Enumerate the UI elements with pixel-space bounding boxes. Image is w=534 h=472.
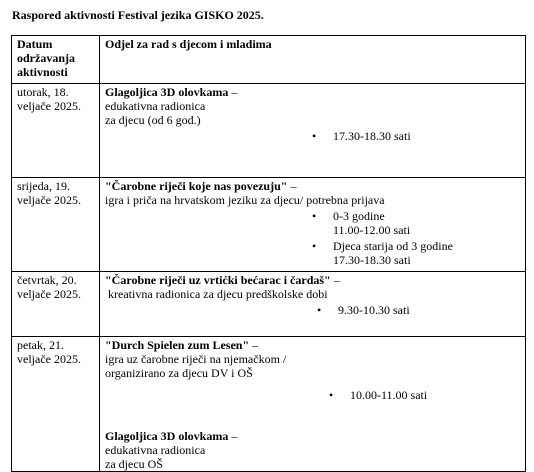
table-row <box>12 178 526 272</box>
time-list <box>329 388 521 402</box>
time-list <box>312 209 521 267</box>
time-item: • 0-3 godine 11.00-12.00 sati <box>312 209 411 237</box>
activity-cell: Glagoljica 3D olovkama – edukativna radionica za djecu (od 6 god.) • 17.30-18.30 sati <box>100 84 526 178</box>
header-date: Datum održavanja aktivnosti <box>12 36 100 84</box>
document-title: Raspored aktivnosti Festival jezika GISKO 2025. <box>12 8 264 22</box>
bullet-icon: • <box>312 209 317 223</box>
activity-description: igra i priča na hrvatskom jeziku za djecu/ potrebna prijava <box>105 193 385 207</box>
table-row <box>12 84 526 178</box>
activity-description: za djecu (od 6 god.) <box>105 113 201 127</box>
activity-description: edukativna radionica <box>105 443 206 457</box>
time-item: • 10.00-11.00 sati <box>329 388 428 402</box>
time-item: • 9.30-10.30 sati <box>317 303 410 317</box>
activity-description: edukativna radionica <box>105 99 206 113</box>
activity-title: "Čarobne riječi koje nas povezuju" <box>105 179 288 193</box>
activity-title: Glagoljica 3D olovkama <box>105 429 229 443</box>
date-cell: utorak, 18. veljače 2025. <box>12 84 100 178</box>
bullet-icon: • <box>312 129 317 143</box>
bullet-icon: • <box>317 303 322 317</box>
activity-description: organizirano za djecu DV i OŠ <box>105 366 253 380</box>
bullet-icon: • <box>312 239 317 253</box>
time-list <box>317 303 521 317</box>
activity-description: igra uz čarobne riječi na njemačkom / <box>105 352 287 366</box>
activity-cell: "Čarobne riječi koje nas povezuju" – igra i priča na hrvatskom jeziku za djecu/ potrebna prijava • 0-3 godine 11.00-12.00 sati • Djeca starija od 3 godine 17.30-18.30 sati <box>100 178 526 272</box>
activity-description: za djecu OŠ <box>105 457 163 471</box>
activity-description: kreativna radionica za djecu predškolske dobi <box>105 287 328 301</box>
time-list <box>312 129 521 143</box>
header-department: Odjel za rad s djecom i mladima <box>100 36 526 84</box>
bullet-icon: • <box>329 388 334 402</box>
table-row <box>12 272 526 337</box>
date-cell: srijeda, 19. veljače 2025. <box>12 178 100 272</box>
date-cell: petak, 21. veljače 2025. <box>12 337 100 472</box>
activity-title: Glagoljica 3D olovkama <box>105 85 229 99</box>
time-item: • 17.30-18.30 sati <box>312 129 411 143</box>
schedule-table <box>11 35 526 472</box>
activity-cell: "Durch Spielen zum Lesen" – igra uz čarobne riječi na njemačkom / organizirano za djecu DV i OŠ • 10.00-11.00 sati Glagoljica 3D olovkama – edukativna radionica za djecu OŠ <box>100 337 526 472</box>
activity-cell: "Čarobne riječi uz vrtićki bećarac i čardaš" – kreativna radionica za djecu predškolske dobi • 9.30-10.30 sati <box>100 272 526 337</box>
table-header-row <box>12 36 526 84</box>
activity-title: "Čarobne riječi uz vrtićki bećarac i čardaš" <box>105 273 331 287</box>
date-cell: četvrtak, 20. veljače 2025. <box>12 272 100 337</box>
table-row <box>12 337 526 472</box>
time-item: • Djeca starija od 3 godine 17.30-18.30 sati <box>312 239 453 267</box>
activity-title: "Durch Spielen zum Lesen" <box>105 338 250 352</box>
